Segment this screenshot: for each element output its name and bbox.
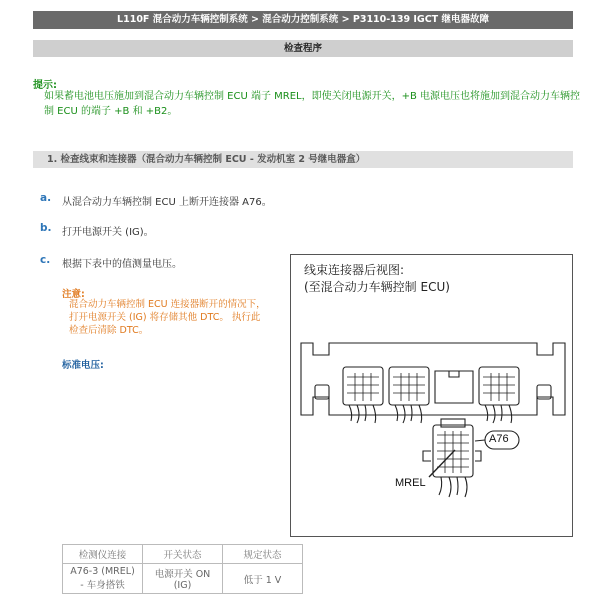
- table-cell-connection: A76-3 (MREL) - 车身搭铁: [63, 564, 143, 594]
- connector-figure: [290, 254, 573, 537]
- section-title: 检查程序: [33, 40, 573, 57]
- caution-body: 混合动力车辆控制 ECU 连接器断开的情况下，打开电源开关 (IG) 将存储其他 DTC。 执行此检查后清除 DTC。: [69, 299, 266, 336]
- figure-caption-line2: (至混合动力车辆控制 ECU): [304, 280, 450, 294]
- step-title: 1. 检查线束和连接器（混合动力车辆控制 ECU - 发动机室 2 号继电器盒）: [33, 151, 573, 168]
- hint-body: 如果蓄电池电压施加到混合动力车辆控制 ECU 端子 MREL，即使关闭电源开关，+B 电源电压也将施加到混合动力车辆控制 ECU 的端子 +B 和 +B2。: [44, 91, 581, 117]
- caution-title: 注意:: [62, 289, 85, 300]
- ecu-connector-drawing: [291, 255, 574, 538]
- breadcrumb: L110F 混合动力车辆控制系统 > 混合动力控制系统 > P3110-139 IGCT 继电器故障: [33, 11, 573, 29]
- substep-text-c: 根据下表中的值测量电压。: [62, 259, 182, 270]
- table-header-spec: 规定状态: [223, 545, 303, 564]
- pin-label-mrel: MREL: [395, 477, 426, 489]
- table-row: [63, 564, 303, 594]
- substep-text-a: 从混合动力车辆控制 ECU 上断开连接器 A76。: [62, 197, 272, 208]
- table-header-switch: 开关状态: [143, 545, 223, 564]
- connector-label-a76: A76: [489, 433, 509, 445]
- table-header-row: [63, 545, 303, 564]
- table-header-connection: 检测仪连接: [63, 545, 143, 564]
- substep-text-b: 打开电源开关 (IG)。: [62, 227, 154, 238]
- table-cell-spec: 低于 1 V: [223, 564, 303, 594]
- standard-voltage-title: 标准电压:: [62, 360, 104, 371]
- table-cell-switch: 电源开关 ON (IG): [143, 564, 223, 594]
- standard-voltage-table: [62, 544, 303, 594]
- hint-title: 提示:: [33, 80, 57, 91]
- figure-caption-line1: 线束连接器后视图:: [304, 263, 405, 277]
- substep-letter-c: c.: [40, 254, 51, 266]
- substep-letter-b: b.: [40, 222, 52, 234]
- substep-letter-a: a.: [40, 192, 52, 204]
